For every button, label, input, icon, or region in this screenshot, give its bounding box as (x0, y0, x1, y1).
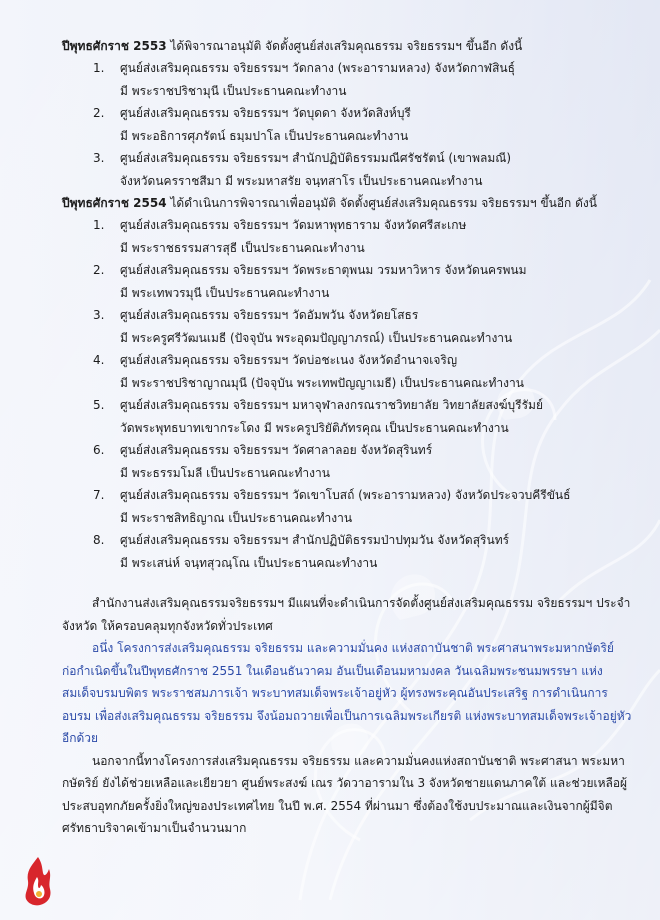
item-chair: วัดพระพุทธบาทเขากระโดง มี พระครูปริยัติภัทรคุณ เป็นประธานคณะทำงาน (120, 420, 509, 435)
item-center: ศูนย์ส่งเสริมคุณธรรม จริยธรรมฯ วัดเขาโบสถ์ (พระอารามหลวง) จังหวัดประจวบคีรีขันธ์ (120, 488, 571, 502)
list-item (62, 304, 632, 349)
list-item (62, 484, 632, 529)
section-2553-heading (62, 35, 632, 57)
item-chair: มี พระราชสิทธิญาณ เป็นประธานคณะทำงาน (120, 510, 353, 525)
item-number: 1. (93, 61, 105, 75)
item-center: ศูนย์ส่งเสริมคุณธรรม จริยธรรมฯ วัดบุดดา จังหวัดสิงห์บุรี (120, 106, 411, 120)
item-center: ศูนย์ส่งเสริมคุณธรรม จริยธรรมฯ วัดบ่อชะเนง จังหวัดอำนาจเจริญ (120, 353, 458, 367)
item-chair: จังหวัดนครราชสีมา มี พระมหาสรัย จนฺทสาโร เป็นประธานคณะทำงาน (120, 173, 483, 188)
list-item (62, 394, 632, 439)
section-2553-intro: ได้พิจารณาอนุมัติ จัดตั้งศูนย์ส่งเสริมคุณธรรม จริยธรรมฯ ขึ้นอีก ดังนี้ (166, 39, 523, 53)
item-center: ศูนย์ส่งเสริมคุณธรรม จริยธรรมฯ สำนักปฏิบัติธรรมมณีศรัชรัตน์ (เขาพลมณี) (120, 151, 512, 165)
item-center: ศูนย์ส่งเสริมคุณธรรม จริยธรรมฯ มหาจุฬาลงกรณราชวิทยาลัย วิทยาลัยสงฆ์บุรีรัมย์ (120, 398, 543, 412)
item-number: 6. (93, 443, 105, 457)
item-chair: มี พระราชปริชาญาณมุนี (ปัจจุบัน พระเทพปัญญาเมธี) เป็นประธานคณะทำงาน (120, 375, 524, 390)
item-chair: มี พระอธิการศุภรัตน์ ธมฺมปาโล เป็นประธานคณะทำงาน (120, 128, 409, 143)
item-number: 2. (93, 263, 105, 277)
item-chair: มี พระราชธรรมสารสุธี เป็นประธานคณะทำงาน (120, 240, 365, 255)
list-item (62, 214, 632, 259)
item-chair: มี พระเทพวรมุนี เป็นประธานคณะทำงาน (120, 285, 330, 300)
item-number: 7. (93, 488, 105, 502)
section-2553-list (62, 57, 632, 192)
section-spacer (62, 574, 632, 592)
flame-emblem-icon (22, 855, 54, 907)
item-chair: มี พระราชปริชามุนี เป็นประธานคณะทำงาน (120, 83, 347, 98)
item-number: 2. (93, 106, 105, 120)
item-chair: มี พระครูศรีวัฒนเมธี (ปัจจุบัน พระอุดมปัญญาภรณ์) เป็นประธานคณะทำงาน (120, 330, 513, 345)
item-number: 5. (93, 398, 105, 412)
section-2554-list (62, 214, 632, 574)
item-center: ศูนย์ส่งเสริมคุณธรรม จริยธรรมฯ วัดพระธาตุพนม วรมหาวิหาร จังหวัดนครพนม (120, 263, 527, 277)
list-item (62, 349, 632, 394)
item-number: 3. (93, 151, 105, 165)
item-number: 8. (93, 533, 105, 547)
item-chair: มี พระเสน่ห์ จนฺทสุวณฺโณ เป็นประธานคณะทำงาน (120, 555, 378, 570)
section-2554-heading (62, 192, 632, 214)
item-number: 1. (93, 218, 105, 232)
item-center: ศูนย์ส่งเสริมคุณธรรม จริยธรรมฯ วัดกลาง (พระอารามหลวง) จังหวัดกาฬสินธุ์ (120, 61, 515, 75)
list-item (62, 529, 632, 574)
list-item (62, 439, 632, 484)
list-item (62, 102, 632, 147)
section-2554-intro: ได้ดำเนินการพิจารณาเพื่ออนุมัติ จัดตั้งศูนย์ส่งเสริมคุณธรรม จริยธรรมฯ ขึ้นอีก ดังนี้ (166, 196, 597, 210)
plan-paragraph: สำนักงานส่งเสริมคุณธรรมจริยธรรมฯ มีแผนที่จะดำเนินการจัดตั้งศูนย์ส่งเสริมคุณธรรม จริยธรรมฯ ประจำจังหวัด ให้ครอบคลุมทุกจังหวัดทั่วประเทศ (62, 596, 631, 633)
support-paragraph: นอกจากนี้ทางโครงการส่งเสริมคุณธรรม จริยธรรม และความมั่นคงแห่งสถาบันชาติ พระศาสนา พระมหากษัตริย์ ยังได้ช่วยเหลือและเยียวยา ศูนย์พระสงฆ์ เณร วัดวาอารามใน 3 จังหวัดชายแดนภาคใต้ และช่วยเหลือผู้ประสบอุทกภัยครั้งยิ่งใหญ่ของประเทศไทย ในปี พ.ศ. 2554 ที่ผ่านมา ซึ่งต้องใช้งบประมาณและเงินจากผู้มีจิตศรัทธาบริจาคเข้ามาเป็นจำนวนมาก (62, 753, 628, 835)
list-item (62, 57, 632, 102)
item-center: ศูนย์ส่งเสริมคุณธรรม จริยธรรมฯ สำนักปฏิบัติธรรมป่าปทุมวัน จังหวัดสุรินทร์ (120, 533, 510, 547)
list-item (62, 259, 632, 304)
page-content (62, 35, 632, 840)
item-center: ศูนย์ส่งเสริมคุณธรรม จริยธรรมฯ วัดมหาพุทธาราม จังหวัดศรีสะเกษ (120, 218, 467, 232)
history-paragraph: อนึ่ง โครงการส่งเสริมคุณธรรม จริยธรรม และความมั่นคง แห่งสถาบันชาติ พระศาสนาพระมหากษัตริย์ ก่อกำเนิดขึ้นในปีพุทธศักราช 2551 ในเดือนธันวาคม อันเป็นเดือนมหามงคล วันเฉลิมพระชนมพรรษา แห่งสมเด็จบรมบพิตร พระราชสมภารเจ้า พระบาทสมเด็จพระเจ้าอยู่หัว ผู้ทรงพระคุณอันประเสริฐ การดำเนินการอบรม เพื่อส่งเสริมคุณธรรม จริยธรรม จึงน้อมถวายเพื่อเป็นการเฉลิมพระเกียรติ แห่งพระบาทสมเด็จพระเจ้าอยู่หัว อีกด้วย (62, 641, 632, 745)
item-number: 3. (93, 308, 105, 322)
section-2554-year: ปีพุทธศักราช 2554 (62, 196, 167, 210)
item-number: 4. (93, 353, 105, 367)
list-item (62, 147, 632, 192)
section-2553-year: ปีพุทธศักราช 2553 (62, 39, 167, 53)
item-chair: มี พระธรรมโมลี เป็นประธานคณะทำงาน (120, 465, 330, 480)
item-center: ศูนย์ส่งเสริมคุณธรรม จริยธรรมฯ วัดศาลาลอย จังหวัดสุรินทร์ (120, 443, 433, 457)
item-center: ศูนย์ส่งเสริมคุณธรรม จริยธรรมฯ วัดอัมพวัน จังหวัดยโสธร (120, 308, 419, 322)
